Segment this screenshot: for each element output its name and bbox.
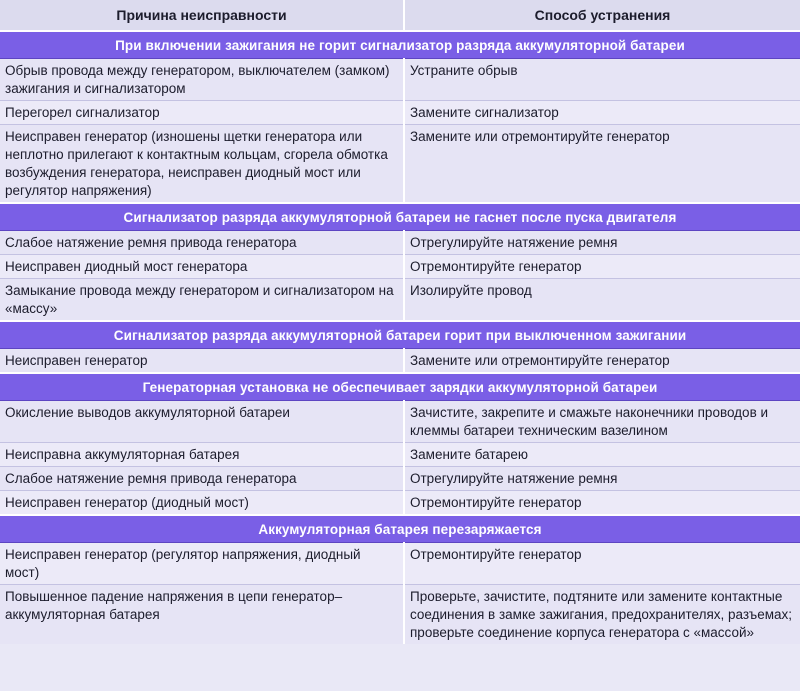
- section-title: Сигнализатор разряда аккумуляторной батареи горит при выключенном зажигании: [0, 321, 800, 349]
- header-row: [0, 0, 800, 31]
- cause-cell: Неисправен генератор (регулятор напряжения, диодный мост): [0, 543, 404, 585]
- cause-cell: Слабое натяжение ремня привода генератора: [0, 231, 404, 255]
- remedy-cell: Замените или отремонтируйте генератор: [404, 125, 800, 204]
- cause-cell: Обрыв провода между генератором, выключателем (замком) зажигания и сигнализатором: [0, 59, 404, 101]
- table-row: [0, 231, 800, 255]
- remedy-cell: Устраните обрыв: [404, 59, 800, 101]
- table-row: [0, 443, 800, 467]
- section-header-row: [0, 31, 800, 59]
- table-row: [0, 59, 800, 101]
- section-header-row: [0, 203, 800, 231]
- table-row: [0, 101, 800, 125]
- remedy-cell: Отрегулируйте натяжение ремня: [404, 231, 800, 255]
- remedy-cell: Проверьте, зачистите, подтяните или замените контактные соединения в замке зажигания, предохранителях, разъемах; проверьте соединение корпуса генератора с «массой»: [404, 585, 800, 645]
- section-header-row: [0, 321, 800, 349]
- table-row: [0, 255, 800, 279]
- section-header-row: [0, 373, 800, 401]
- table-row: [0, 491, 800, 516]
- remedy-cell: Замените батарею: [404, 443, 800, 467]
- table-row: [0, 125, 800, 204]
- cause-cell: Слабое натяжение ремня привода генератора: [0, 467, 404, 491]
- table-row: [0, 467, 800, 491]
- table-body: [0, 31, 800, 644]
- table-row: [0, 349, 800, 374]
- table-row: [0, 401, 800, 443]
- remedy-cell: Изолируйте провод: [404, 279, 800, 322]
- remedy-cell: Отремонтируйте генератор: [404, 255, 800, 279]
- section-title: Сигнализатор разряда аккумуляторной батареи не гаснет после пуска двигателя: [0, 203, 800, 231]
- cause-cell: Неисправен генератор (диодный мост): [0, 491, 404, 516]
- cause-cell: Неисправен диодный мост генератора: [0, 255, 404, 279]
- cause-cell: Окисление выводов аккумуляторной батареи: [0, 401, 404, 443]
- remedy-cell: Замените сигнализатор: [404, 101, 800, 125]
- remedy-cell: Отремонтируйте генератор: [404, 491, 800, 516]
- cause-cell: Повышенное падение напряжения в цепи генератор–аккумуляторная батарея: [0, 585, 404, 645]
- section-header-row: [0, 515, 800, 543]
- table-row: [0, 543, 800, 585]
- remedy-cell: Отрегулируйте натяжение ремня: [404, 467, 800, 491]
- cause-cell: Замыкание провода между генератором и сигнализатором на «массу»: [0, 279, 404, 322]
- remedy-cell: Замените или отремонтируйте генератор: [404, 349, 800, 374]
- cause-cell: Неисправен генератор: [0, 349, 404, 374]
- header-cause: Причина неисправности: [0, 0, 404, 31]
- header-remedy: Способ устранения: [404, 0, 800, 31]
- cause-cell: Неисправна аккумуляторная батарея: [0, 443, 404, 467]
- remedy-cell: Отремонтируйте генератор: [404, 543, 800, 585]
- table-row: [0, 585, 800, 645]
- section-title: При включении зажигания не горит сигнализатор разряда аккумуляторной батареи: [0, 31, 800, 59]
- cause-cell: Перегорел сигнализатор: [0, 101, 404, 125]
- section-title: Генераторная установка не обеспечивает зарядки аккумуляторной батареи: [0, 373, 800, 401]
- section-title: Аккумуляторная батарея перезаряжается: [0, 515, 800, 543]
- table-row: [0, 279, 800, 322]
- remedy-cell: Зачистите, закрепите и смажьте наконечники проводов и клеммы батареи техническим вазелином: [404, 401, 800, 443]
- cause-cell: Неисправен генератор (изношены щетки генератора или неплотно прилегают к контактным кольцам, сгорела обмотка возбуждения генератора, неисправен диодный мост или регулятор напряжения): [0, 125, 404, 204]
